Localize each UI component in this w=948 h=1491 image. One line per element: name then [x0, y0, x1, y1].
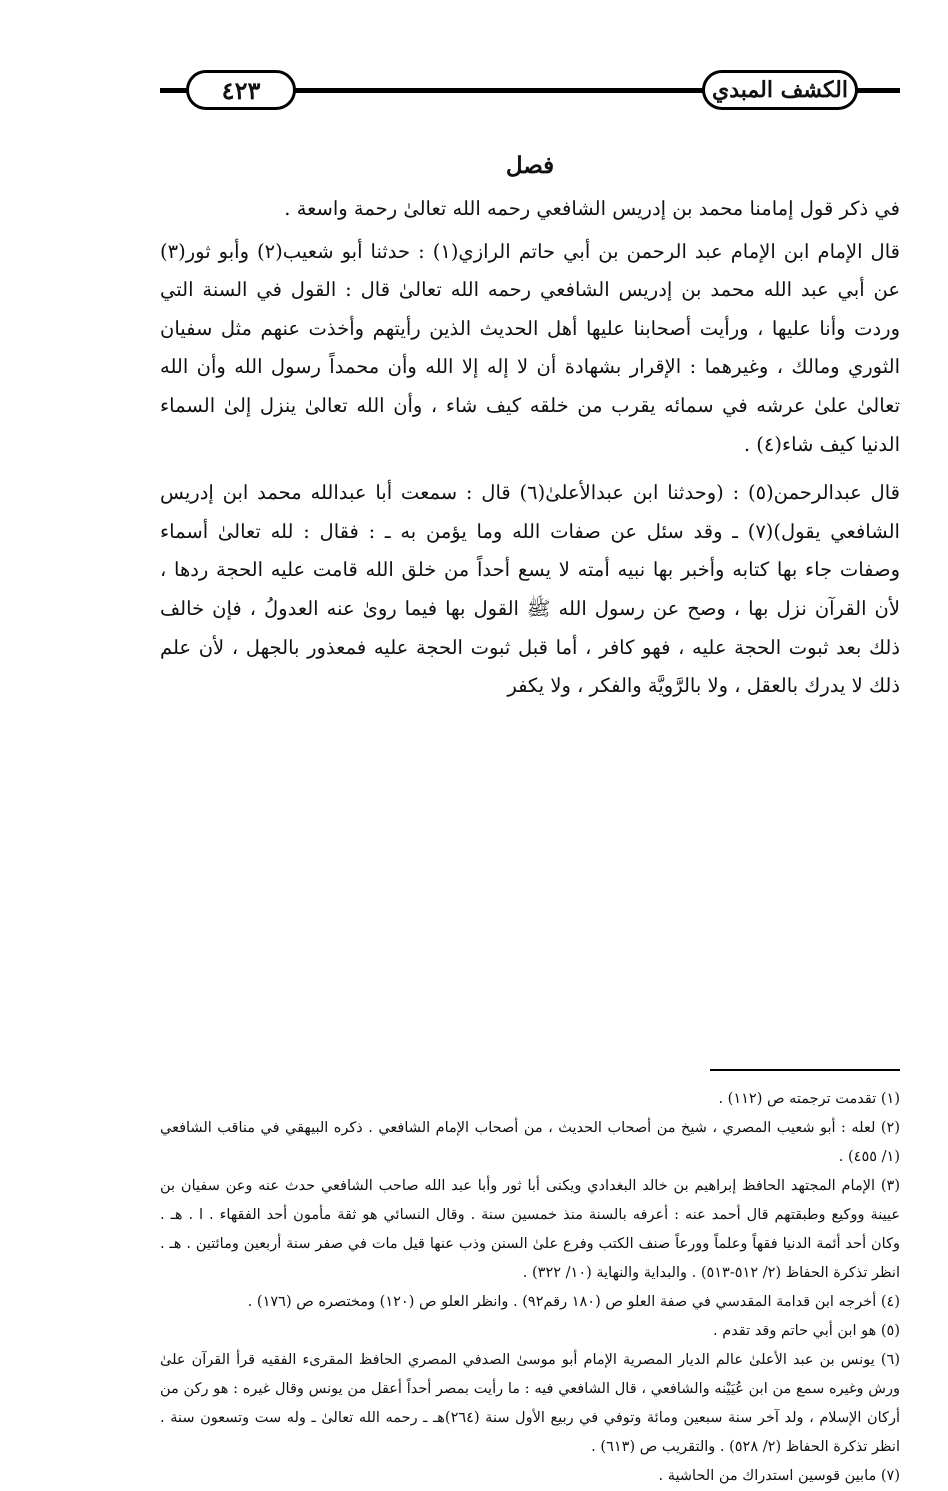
page-number: ٤٢٣	[186, 70, 296, 110]
footnotes	[160, 1085, 900, 1491]
book-title: الكشف المبدي	[702, 70, 858, 110]
paragraph-ibn-abi-hatim: قال الإمام ابن الإمام عبد الرحمن بن أبي حاتم الرازي(١) : حدثنا أبو شعيب(٢) وأبو ثور(٣) عن أبي عبد الله محمد بن إدريس الشافعي رحمه الله تعالىٰ قال : القول في السنة التي وردت وأنا عليها ، ورأيت أصحابنا عليها أهل الحديث الذين رأيتهم وأخذت عنهم مثل سفيان الثوري ومالك ، وغيرهما : الإقرار بشهادة أن لا إله إلا الله وأن محمداً رسول الله وأن الله تعالىٰ علىٰ عرشه في سمائه يقرب من خلقه كيف شاء ، وأن الله تعالىٰ ينزل إلىٰ السماء الدنيا كيف شاء(٤) .	[160, 239, 900, 456]
paragraph-intro: في ذكر قول إمامنا محمد بن إدريس الشافعي رحمه الله تعالىٰ رحمة واسعة .	[284, 197, 900, 220]
footnote-1: (١) تقدمت ترجمته ص (١١٢) .	[718, 1091, 900, 1107]
footnote-2: (٢) لعله : أبو شعيب المصري ، شيخ من أصحاب الحديث ، من أصحاب الإمام الشافعي . ذكره البيهقي في مناقب الشافعي (١/ ٤٥٥) .	[160, 1120, 900, 1165]
main-text	[160, 146, 900, 706]
section-heading: فصل	[505, 152, 555, 179]
footnote-separator	[710, 1069, 900, 1071]
footnote-4: (٤) أخرجه ابن قدامة المقدسي في صفة العلو ص (١٨٠ رقم٩٢) . وانظر العلو ص (١٢٠) ومختصره ص (١٧٦) .	[247, 1294, 900, 1310]
running-header	[160, 66, 900, 114]
footnote-5: (٥) هو ابن أبي حاتم وقد تقدم .	[713, 1323, 900, 1339]
paragraph-abdurrahman: قال عبدالرحمن(٥) : (وحدثنا ابن عبدالأعلىٰ(٦) قال : سمعت أبا عبدالله محمد ابن إدريس الشافعي يقول)(٧) ـ وقد سئل عن صفات الله وما يؤمن به ـ : فقال : لله تعالىٰ أسماء وصفات جاء بها كتابه وأخبر بها نبيه أمته لا يسع أحداً من خلق الله قامت عليه الحجة ردها ، لأن القرآن نزل بها ، وصح عن رسول الله ﷺ القول بها فيما روىٰ عنه العدولُ ، فإن خالف ذلك بعد ثبوت الحجة عليه ، فهو كافر ، أما قبل ثبوت الحجة عليه فمعذور بالجهل ، لأن علم ذلك لا يدرك بالعقل ، ولا بالرَّويَّة والفكر ، ولا يكفر	[160, 481, 900, 698]
footnote-6: (٦) يونس بن عبد الأعلىٰ عالم الديار المصرية الإمام أبو موسىٰ الصدفي المصري الحافظ المقرىء الفقيه قرأ القرآن علىٰ ورش وغيره سمع من ابن عُيَيْنه والشافعي ، قال الشافعي فيه : ما رأيت بمصر أحداً أعقل من يونس وقال غيره : هو ركن من أركان الإسلام ، ولد آخر سنة سبعين ومائة وتوفي في ربيع الأول سنة (٢٦٤)هـ ـ رحمه الله تعالىٰ ـ وله ست وتسعون سنة . انظر تذكرة الحفاظ (٢/ ٥٢٨) . والتقريب ص (٦١٣) .	[160, 1352, 900, 1455]
footnote-7: (٧) مابين قوسين استدراك من الحاشية .	[658, 1468, 900, 1484]
footnote-3: (٣) الإمام المجتهد الحافظ إبراهيم بن خالد البغدادي ويكنى أبا ثور وأبا عبد الله صاحب الشافعي حدث عنه وعن سفيان بن عيينة ووكيع وطبقتهم قال أحمد عنه : أعرفه بالسنة منذ خمسين سنة . وقال النسائي هو ثقة مأمون أحد الفقهاء . ا . هـ . وكان أحد أئمة الدنيا فقهاً وعلماً وورعاً صنف الكتب وفرع علىٰ السنن وذب عنها قيل مات في صفر سنة أربعين ومائتين . هـ . انظر تذكرة الحفاظ (٢/ ٥١٢-٥١٣) . والبداية والنهاية (١٠/ ٣٢٢) .	[160, 1178, 900, 1281]
